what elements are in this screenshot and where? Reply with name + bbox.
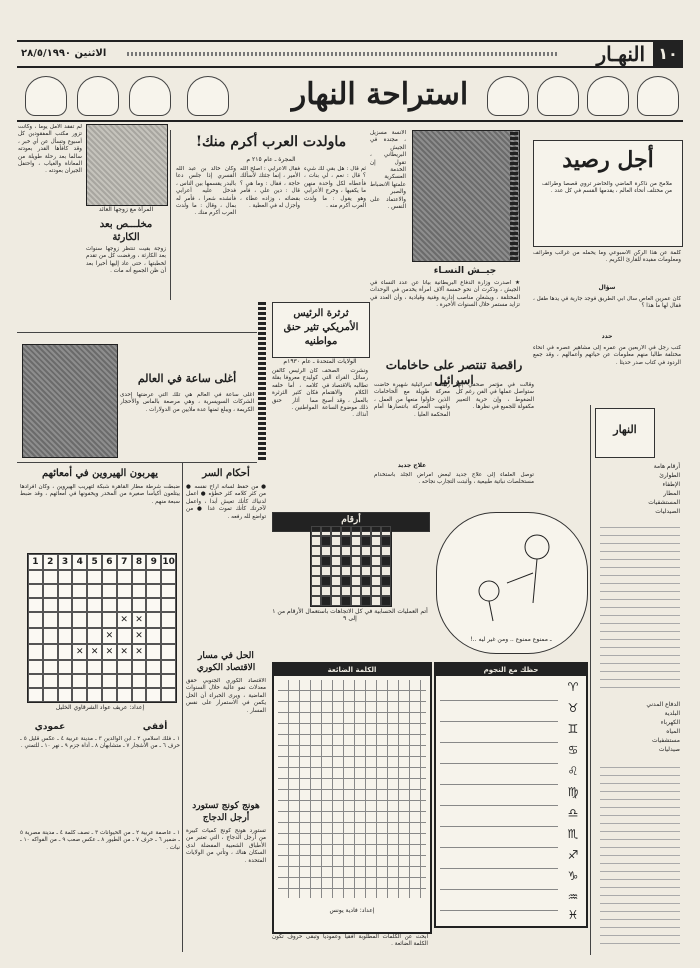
crossword-cell: ✕ bbox=[132, 612, 147, 628]
directory-list-lower bbox=[600, 700, 680, 754]
numbers-cell bbox=[331, 566, 341, 576]
crossword-credit: إعداد: عريف عواد الشرقاوي الخليل bbox=[55, 704, 145, 711]
side-logo-title: أجل رصيد bbox=[562, 147, 654, 173]
lover-photo-caption: المرأة مع زوجها العائد bbox=[98, 206, 154, 213]
numbers-cell bbox=[311, 566, 321, 576]
crossword-cell bbox=[146, 598, 161, 612]
economy-text: الاقتصاد الكوري الجنوبي حقق معدلات نمو عالية خلال السنوات الماضية ، ويرى الخبراء أن الحل يكمن في الاستمرار على نفس المسار . bbox=[186, 678, 266, 714]
crossword-cell bbox=[132, 660, 147, 674]
crossword-cell bbox=[87, 688, 102, 702]
crossword-cell bbox=[58, 570, 73, 584]
crossword-cell bbox=[28, 660, 43, 674]
crossword-cell bbox=[72, 598, 87, 612]
crossword-cell bbox=[117, 598, 132, 612]
crossword-cell bbox=[102, 660, 117, 674]
lover-text-col: لم تفقد الأمل يوما ، وكانت تزور مكتب المفقودين كل أسبوع وتسأل عن أي خبر ، وقد كافأها القدر بعودته سالما بعد رحلة طويلة من المعاناة والغياب ، واحتفل الجيران بعودته . bbox=[18, 124, 82, 175]
numbers-cell bbox=[371, 576, 381, 586]
numbers-cell bbox=[321, 576, 331, 586]
page-number: ١٠ bbox=[653, 42, 683, 66]
numbers-cell bbox=[341, 556, 351, 566]
numbers-cell bbox=[361, 566, 371, 576]
directory-title: النهار bbox=[613, 423, 637, 436]
zodiac-taurus-icon: ♉ bbox=[567, 701, 579, 715]
numbers-cell bbox=[361, 596, 371, 606]
remedy-label: علاج جديد bbox=[397, 462, 427, 469]
remedy-text: توصل العلماء إلى علاج جديد لبعض أمراض الجلد باستخدام مستخلصات نباتية طبيعية ، وأثبتت التجارب نجاحه . bbox=[374, 472, 534, 486]
crossword-cell bbox=[117, 628, 132, 644]
directory-item: الصيدليات bbox=[655, 508, 680, 515]
directory-item: البلدية bbox=[664, 710, 680, 717]
numbers-cell bbox=[351, 526, 361, 536]
numbers-cell bbox=[321, 526, 331, 536]
section-rule bbox=[17, 332, 257, 333]
side-section-text: كتب رجل في الأربعين من عمره إلى مشاهير عصره في أنحاء مختلفة طالبا منهم معلومات عن حياتهم وأعمالهم ، وقد جمع الردود في كتاب صدر حديثا . bbox=[533, 345, 681, 366]
down-clues: ١ ـ عاصمة عربية ٢ ـ من الحيوانات ٣ ـ نصف كلمة ٤ ـ مدينة مصرية ٥ ـ ضمير ٦ ـ حرف ٧ ـ من الطيور ٨ ـ عكس صعب ٩ ـ من الفواكه ١٠ ـ نبات . bbox=[20, 830, 180, 851]
column-rule bbox=[170, 130, 171, 300]
numbers-cell bbox=[371, 556, 381, 566]
numbers-cell bbox=[341, 566, 351, 576]
crossword-cell bbox=[43, 674, 58, 688]
numbers-cell bbox=[331, 546, 341, 556]
crossword-cell bbox=[132, 570, 147, 584]
section-banner bbox=[17, 70, 683, 122]
numbers-cell bbox=[361, 526, 371, 536]
numbers-cell bbox=[381, 576, 391, 586]
numbers-cell bbox=[381, 596, 391, 606]
crossword-cell bbox=[161, 644, 176, 660]
crossword-cell bbox=[28, 584, 43, 598]
crossword-cell bbox=[87, 628, 102, 644]
numbers-title: أرقام bbox=[341, 515, 361, 525]
crossword-cell bbox=[72, 628, 87, 644]
numbers-cell bbox=[361, 576, 371, 586]
crossword-cell bbox=[117, 584, 132, 598]
hongkong-headline: هونج كونج تستورد أرجل الدجاج bbox=[192, 801, 260, 823]
numbers-cell bbox=[341, 586, 351, 596]
army-women-caption: جيــش النسـاء bbox=[433, 266, 497, 276]
crossword-cell bbox=[28, 628, 43, 644]
crossword-cell bbox=[146, 644, 161, 660]
crossword-cell bbox=[146, 674, 161, 688]
crossword-cell bbox=[43, 584, 58, 598]
numbers-cell bbox=[381, 586, 391, 596]
crossword-cell bbox=[58, 644, 73, 660]
crossword-cell bbox=[72, 584, 87, 598]
crossword-cell bbox=[132, 688, 147, 702]
crossword-cell: ✕ bbox=[132, 644, 147, 660]
horoscope-table bbox=[434, 662, 588, 928]
economy-headline: الحل في مسار الاقتصاد الكوري bbox=[196, 651, 256, 673]
down-title: عمودي bbox=[34, 722, 66, 732]
numbers-cell bbox=[321, 586, 331, 596]
word-table-note: ابحث عن الكلمات المطلوبة أفقيا وعموديا وتبقى حروف تكون الكلمة الضائعة . bbox=[272, 934, 428, 948]
word-table-credit: إعداد: فادية يونس bbox=[329, 907, 375, 914]
crossword-cell bbox=[72, 674, 87, 688]
crossword-cell bbox=[28, 644, 43, 660]
wisdom-text: ● من حفظ لسانه أراح نفسه ● من كثر كلامه كثر خطؤه ● اعمل لدنياك كأنك تعيش أبدا ، واعمل لآخرتك كأنك تموت غدا ● من تواضع لله رفعه . bbox=[186, 484, 266, 520]
across-title: أفقي bbox=[142, 722, 168, 732]
numbers-cell bbox=[351, 556, 361, 566]
numbers-cell bbox=[351, 586, 361, 596]
zodiac-virgo-icon: ♍ bbox=[567, 785, 579, 799]
numbers-cell bbox=[311, 526, 321, 536]
numbers-footer: أتم العمليات الحسابية في كل الاتجاهات باستعمال الأرقام من ١ إلى ٩ bbox=[272, 608, 428, 622]
family-photo bbox=[86, 124, 168, 206]
numbers-cell bbox=[371, 566, 381, 576]
numbers-cell bbox=[321, 546, 331, 556]
numbers-cell bbox=[311, 586, 321, 596]
header-rule bbox=[127, 52, 557, 56]
world-clock-text: أغلى ساعة في العالم هي تلك التي عرضتها إحدى الشركات السويسرية ، وهي مرصعة بالماس والأحجار الكريمة ، ويبلغ ثمنها عدة ملايين من الدولارات . bbox=[120, 392, 254, 413]
crossword-cell: 5 bbox=[87, 554, 102, 570]
dance-headline: راقصة تنتصر على حاخامات اسرائيل bbox=[385, 358, 523, 387]
gold-arabs-headline: ماولدت العرب أكرم منك! bbox=[195, 134, 347, 150]
crossword-cell bbox=[161, 598, 176, 612]
president-text-col: ونشرت الصحف رسائل القراء التي تطالبه بالاقتصاد في الكلام والاهتمام بالعمل ، وقد أصبح ذلك موضوع الساعة آنذاك . bbox=[322, 368, 368, 419]
crossword-cell bbox=[72, 660, 87, 674]
crossword-cell bbox=[72, 612, 87, 628]
directory-item: أرقام هامة bbox=[653, 463, 680, 470]
crossword-cell bbox=[102, 688, 117, 702]
directory-item: المياه bbox=[666, 728, 680, 735]
numbers-cell bbox=[311, 596, 321, 606]
crossword-cell bbox=[117, 570, 132, 584]
crossword-cell bbox=[102, 598, 117, 612]
numbers-cell bbox=[331, 576, 341, 586]
wisdom-headline: أحكام السر bbox=[202, 468, 250, 479]
side-question-label: سؤال bbox=[598, 284, 616, 291]
world-clock-headline: أغلى ساعة في العالم bbox=[137, 372, 237, 385]
crossword-cell bbox=[43, 628, 58, 644]
caricature-icon bbox=[25, 76, 67, 116]
crossword-cell bbox=[117, 688, 132, 702]
numbers-cell bbox=[331, 596, 341, 606]
directory-logo bbox=[595, 408, 655, 458]
crossword-cell bbox=[58, 628, 73, 644]
crossword-cell: 9 bbox=[146, 554, 161, 570]
cartoon-drawing-icon bbox=[437, 513, 587, 633]
numbers-cell bbox=[341, 536, 351, 546]
crossword-cell: ✕ bbox=[72, 644, 87, 660]
numbers-cell bbox=[331, 536, 341, 546]
crossword-cell bbox=[43, 644, 58, 660]
crossword-cell bbox=[146, 660, 161, 674]
caricature-icon bbox=[637, 76, 679, 116]
numbers-cell bbox=[361, 556, 371, 566]
crossword-cell: ✕ bbox=[117, 612, 132, 628]
numbers-cell bbox=[351, 566, 361, 576]
numbers-cell bbox=[371, 536, 381, 546]
lover-headline: مخلـــص بعد الكارثة bbox=[99, 219, 153, 243]
crossword-cell bbox=[87, 598, 102, 612]
section-rule bbox=[17, 462, 257, 463]
directory-list bbox=[600, 462, 680, 516]
zodiac-aries-icon: ♈ bbox=[567, 680, 579, 694]
crossword-cell bbox=[58, 660, 73, 674]
zodiac-pisces-icon: ♓ bbox=[567, 908, 579, 922]
president-kicker: الولايات المتحدة ـ عام ١٩٣٠م bbox=[283, 358, 357, 365]
crossword-cell bbox=[87, 612, 102, 628]
crossword-cell bbox=[161, 660, 176, 674]
crossword-cell bbox=[28, 570, 43, 584]
crossword-cell bbox=[132, 674, 147, 688]
cartoon-panel bbox=[436, 512, 588, 654]
crossword-cell bbox=[161, 612, 176, 628]
top-bar bbox=[17, 40, 683, 68]
zodiac-gemini-icon: ♊ bbox=[567, 722, 579, 736]
crossword-cell: 3 bbox=[58, 554, 73, 570]
side-question-text: كان عمرين العاص سأل أبي الطريق فوجد جارية في يدها طفل ، فقال لها ما هذا ؟ bbox=[533, 296, 681, 310]
crossword-cell bbox=[146, 628, 161, 644]
directory-item: الكهرباء bbox=[660, 719, 680, 726]
crossword-cell bbox=[146, 570, 161, 584]
army-side-text: الأنسة مسزيل ، مجندة في الجيش البريطاني ، تقول إن الخدمة العسكرية علمتها الانضباط والصبر والاعتماد على النفس . bbox=[370, 130, 406, 211]
numbers-cell bbox=[351, 536, 361, 546]
numbers-cell bbox=[311, 576, 321, 586]
crossword-cell bbox=[117, 660, 132, 674]
numbers-cell bbox=[321, 556, 331, 566]
numbers-cell bbox=[311, 556, 321, 566]
gold-arabs-kicker: المجرة ـ عام ٢١٥ م bbox=[246, 156, 296, 163]
zodiac-aquarius-icon: ♒ bbox=[567, 890, 579, 904]
directory-item: الدفاع المدني bbox=[646, 701, 680, 708]
across-clues: ١ ـ فلك اسلامي ٢ ـ ابن الوالدين ٣ ـ مدينة عربية ٤ ـ عكس قليل ٥ ـ حرف ٦ ـ من الأشجار ٧ ـ متشابهان ٨ ـ أداة جزم ٩ ـ نهر ١٠ ـ للتمني . bbox=[20, 736, 180, 750]
crossword-cell: 2 bbox=[43, 554, 58, 570]
directory-item: الطوارئ bbox=[659, 472, 680, 479]
soldier-photo bbox=[412, 130, 520, 262]
directory-item: المطار bbox=[663, 490, 680, 497]
numbers-cell bbox=[381, 536, 391, 546]
crossword-cell: 6 bbox=[102, 554, 117, 570]
crossword-cell bbox=[117, 674, 132, 688]
numbers-cell bbox=[381, 556, 391, 566]
caricature-icon bbox=[77, 76, 119, 116]
crossword-cell bbox=[87, 584, 102, 598]
numbers-cell bbox=[321, 536, 331, 546]
crossword-cell bbox=[72, 570, 87, 584]
caricature-icon bbox=[487, 76, 529, 116]
numbers-cell bbox=[341, 596, 351, 606]
directory-item: مستشفيات bbox=[651, 737, 680, 744]
crossword-cell bbox=[87, 674, 102, 688]
crossword-cell bbox=[28, 612, 43, 628]
crossword-cell bbox=[58, 598, 73, 612]
numbers-cell bbox=[381, 566, 391, 576]
issue-date: الاثنين ٢٨/٥/١٩٩٠ bbox=[21, 48, 107, 59]
word-table-title: الكلمة الضائعة bbox=[274, 664, 430, 676]
numbers-cell bbox=[361, 586, 371, 596]
watch-photo bbox=[22, 344, 118, 458]
crossword-grid bbox=[27, 553, 177, 703]
zodiac-cancer-icon: ♋ bbox=[567, 743, 579, 757]
numbers-cell bbox=[361, 546, 371, 556]
numbers-cell bbox=[341, 546, 351, 556]
word-table-grid bbox=[278, 680, 426, 898]
zodiac-scorpio-icon: ♏ bbox=[567, 827, 579, 841]
numbers-cell bbox=[381, 526, 391, 536]
crossword-cell bbox=[58, 584, 73, 598]
hongkong-text: تستورد هونج كونج كميات كبيرة من أرجل الدجاج ، التي تعتبر من الأطباق الشعبية المفضلة لدى السكان هناك ، وتأتي من الولايات المتحدة . bbox=[186, 828, 266, 864]
prisoners-headline: يهربون الهيروين في أمعائهم bbox=[41, 468, 158, 479]
side-intro-text: كلمة عن هذا الركن الأسبوعي وما يحمله من غرائب وطرائف ومعلومات مفيدة للقارئ الكريم . bbox=[533, 250, 681, 264]
crossword-cell bbox=[43, 598, 58, 612]
president-headline-box bbox=[272, 302, 370, 358]
gold-arabs-text-col: وكان خالد بن عبد الله القسري إذا جلس دعا بالبدر يقسمها بين الناس ، فدخل عليه أعرابي فأنشده شعرا ، فأمر له بمال ، وقال : ما ولدت العرب أكرم منك . bbox=[176, 166, 236, 217]
crossword-cell bbox=[58, 674, 73, 688]
gold-arabs-text-col: ثم قال : هل بقي لك شيء ؟ قال : نعم ، لي بنات ، فأعطاه لكل واحدة منهن ما يكفيها ، وخرج الأعرابي وهو يقول : ما ولدت العرب أكرم منه . bbox=[304, 166, 366, 210]
gold-arabs-text-col: فقال الأعرابي : أصلح الله الأمير ، إنما جئتك لأسألك حاجة ، فقال : وما هي ؟ قال : دين علي ، فأمر بقضائه ، وزاده عطاء ، وأجزل له في العطية . bbox=[240, 166, 300, 210]
numbers-cell bbox=[381, 546, 391, 556]
cartoon-caption: ـ ممنوع ممنوع .. ومن غير ليه ..! bbox=[470, 636, 552, 643]
crossword-cell bbox=[161, 688, 176, 702]
crossword-cell bbox=[72, 688, 87, 702]
crossword-cell bbox=[146, 612, 161, 628]
zodiac-sagittarius-icon: ♐ bbox=[567, 848, 579, 862]
side-logo-text: ملامح من ذاكرة الماضي والحاضر تروي قصصا وطرائف من مختلف أنحاء العالم ، يقدمها القسم في كل عدد . bbox=[542, 181, 672, 195]
crossword-cell bbox=[58, 612, 73, 628]
crossword-cell bbox=[161, 674, 176, 688]
dance-text-col: وقالت في مؤتمر صحفي إنها ستواصل عملها في الفن رغم كل الضغوط ، وإن حرية التعبير مكفولة للجميع في نظرها . bbox=[456, 382, 534, 411]
numbers-cell bbox=[311, 536, 321, 546]
zodiac-libra-icon: ♎ bbox=[567, 806, 579, 820]
directory-numbers bbox=[600, 520, 680, 690]
directory-item: صيدليات bbox=[658, 746, 680, 753]
crossword-cell bbox=[28, 688, 43, 702]
army-women-text: ★ اصدرت وزارة الدفاع البريطانية بيانا عن عدد النساء في الجيش ، وذكرت أن نحو خمسة آلاف امرأة يخدمن في الوحدات المختلفة ، ويشغلن مناصب إدارية وفنية وقيادية ، وأن العدد في تزايد مستمر خلال السنوات الأخيرة . bbox=[370, 280, 520, 309]
crossword-cell: ✕ bbox=[132, 628, 147, 644]
numbers-cell bbox=[371, 596, 381, 606]
crossword-cell bbox=[161, 628, 176, 644]
crossword-cell: ✕ bbox=[117, 644, 132, 660]
crossword-cell bbox=[132, 598, 147, 612]
numbers-cell bbox=[331, 526, 341, 536]
crossword-cell bbox=[132, 584, 147, 598]
dance-text-col: راقصة اسرائيلية شهيرة خاضت معركة طويلة مع الحاخامات الذين حاولوا منعها من العمل ، وانتهت المعركة بانتصارها أمام المحكمة العليا . bbox=[374, 382, 450, 418]
numbers-cell bbox=[371, 526, 381, 536]
crossword-cell bbox=[43, 660, 58, 674]
prisoners-text: ضبطت شرطة مطار القاهرة شبكة لتهريب الهيروين ، وكان أفرادها يبتلعون أكياسا صغيرة من المخدر ويخفونها في أمعائهم ، وقد ضبط سبعة منهم . bbox=[20, 484, 180, 505]
numbers-cell bbox=[341, 576, 351, 586]
crossword-cell: 4 bbox=[72, 554, 87, 570]
crossword-cell bbox=[102, 584, 117, 598]
crossword-cell bbox=[146, 688, 161, 702]
lover-text: زوجة بقيت تنتظر زوجها سنوات بعد الكارثة ، ورفضت كل من تقدم لخطبتها ، حتى عاد إليها أخيرا بعد أن ظن الجميع أنه مات . bbox=[86, 246, 166, 275]
numbers-cell bbox=[311, 546, 321, 556]
numbers-grid bbox=[310, 525, 392, 607]
numbers-cell bbox=[371, 586, 381, 596]
crossword-cell: ✕ bbox=[102, 628, 117, 644]
crossword-cell bbox=[161, 584, 176, 598]
crossword-cell bbox=[58, 688, 73, 702]
crossword-cell bbox=[102, 612, 117, 628]
crossword-cell bbox=[28, 674, 43, 688]
numbers-cell bbox=[351, 546, 361, 556]
crossword-cell: 8 bbox=[132, 554, 147, 570]
column-border-decor bbox=[258, 300, 266, 460]
caricature-icon bbox=[129, 76, 171, 116]
crossword-cell: ✕ bbox=[87, 644, 102, 660]
crossword-cell bbox=[102, 674, 117, 688]
crossword-cell bbox=[28, 598, 43, 612]
column-rule bbox=[182, 462, 183, 952]
section-title: استراحة النهار bbox=[291, 77, 469, 112]
side-logo-box bbox=[533, 140, 683, 247]
numbers-cell bbox=[331, 556, 341, 566]
directory-numbers bbox=[600, 760, 680, 950]
crossword-cell: 10 bbox=[161, 554, 176, 570]
crossword-cell bbox=[87, 660, 102, 674]
crossword-cell: 7 bbox=[117, 554, 132, 570]
president-headline: ثرثرة الرئيس الأمريكي تثير حنق مواطنيه bbox=[283, 308, 359, 347]
crossword-cell: ✕ bbox=[102, 644, 117, 660]
zodiac-capricorn-icon: ♑ bbox=[567, 869, 579, 883]
crossword-cell bbox=[146, 584, 161, 598]
numbers-cell bbox=[331, 586, 341, 596]
numbers-cell bbox=[371, 546, 381, 556]
crossword-cell bbox=[43, 570, 58, 584]
numbers-cell bbox=[341, 526, 351, 536]
side-section-label: حدد bbox=[601, 333, 613, 340]
caricature-icon bbox=[537, 76, 579, 116]
directory-item: المستشفيات bbox=[648, 499, 680, 506]
horoscope-title: حظك مع النجوم bbox=[436, 664, 586, 676]
masthead: النهـار bbox=[596, 42, 645, 66]
zodiac-leo-icon: ♌ bbox=[567, 764, 579, 778]
numbers-cell bbox=[361, 536, 371, 546]
crossword-cell bbox=[87, 570, 102, 584]
caricature-icon bbox=[187, 76, 229, 116]
numbers-cell bbox=[351, 576, 361, 586]
caricature-icon bbox=[587, 76, 629, 116]
crossword-cell bbox=[102, 570, 117, 584]
column-rule bbox=[590, 405, 591, 955]
crossword-cell bbox=[43, 688, 58, 702]
president-text-col: كان الرئيس كالفن كوليدج معروفا بقلة كلامه ، أما خلفه فكان كثير الثرثرة مما أثار حنق المواطنين . bbox=[272, 368, 318, 412]
horoscope-lines bbox=[440, 680, 558, 922]
crossword-cell: 1 bbox=[28, 554, 43, 570]
crossword-cell bbox=[43, 612, 58, 628]
numbers-cell bbox=[321, 566, 331, 576]
numbers-cell bbox=[321, 596, 331, 606]
word-table bbox=[272, 662, 432, 934]
directory-item: الإطفاء bbox=[662, 481, 680, 488]
crossword-cell bbox=[161, 570, 176, 584]
photo-border-decor bbox=[510, 130, 518, 260]
numbers-cell bbox=[351, 596, 361, 606]
